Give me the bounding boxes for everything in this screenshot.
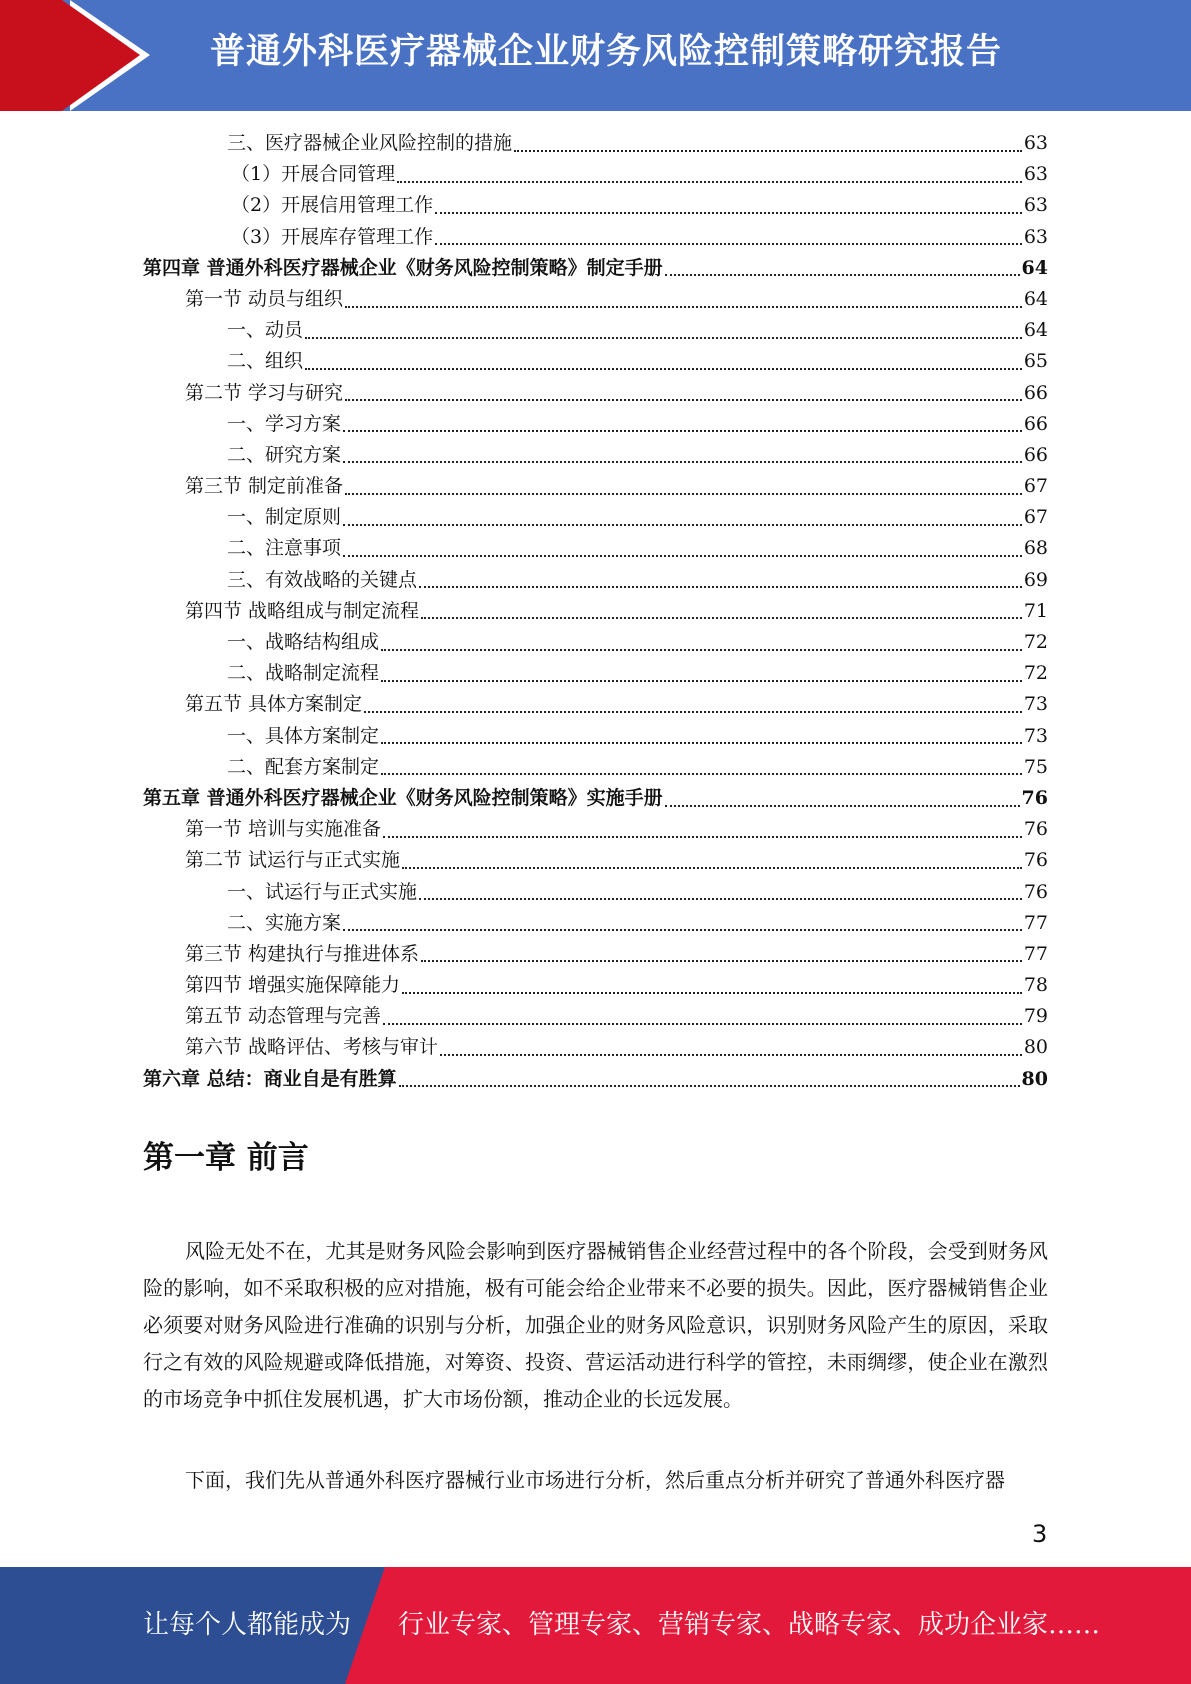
toc-leader-dots (399, 1085, 1020, 1087)
toc-entry-label: 第六章 总结：商业自是有胜算 (143, 1067, 397, 1090)
toc-entry[interactable] (143, 908, 1048, 939)
report-title: 普通外科医疗器械企业财务风险控制策略研究报告 (210, 32, 1003, 72)
toc-entry[interactable] (143, 1032, 1048, 1063)
toc-leader-dots (421, 960, 1022, 962)
toc-entry-page: 63 (1023, 225, 1048, 248)
toc-entry-label: 第二节 学习与研究 (185, 381, 344, 404)
toc-leader-dots (383, 1023, 1022, 1025)
toc-entry-page: 63 (1023, 163, 1048, 186)
toc-entry[interactable] (143, 752, 1048, 783)
toc-leader-dots (345, 493, 1022, 495)
toc-entry[interactable] (143, 721, 1048, 752)
toc-entry-page: 64 (1023, 287, 1048, 310)
toc-entry[interactable] (143, 689, 1048, 720)
toc-entry[interactable] (143, 190, 1048, 221)
toc-entry-page: 64 (1021, 256, 1048, 279)
toc-entry-page: 77 (1023, 942, 1048, 965)
table-of-contents (143, 128, 1048, 1095)
toc-entry-label: 一、试运行与正式实施 (227, 880, 418, 903)
toc-entry[interactable] (143, 471, 1048, 502)
toc-entry-page: 76 (1023, 880, 1048, 903)
toc-entry[interactable] (143, 159, 1048, 190)
toc-entry-page: 78 (1023, 974, 1048, 997)
toc-entry-page: 76 (1023, 849, 1048, 872)
toc-entry-page: 79 (1023, 1005, 1048, 1028)
toc-leader-dots (402, 867, 1022, 869)
toc-entry-label: 第五节 具体方案制定 (185, 693, 363, 716)
toc-leader-dots (343, 929, 1022, 931)
toc-entry[interactable] (143, 970, 1048, 1001)
toc-entry[interactable] (143, 596, 1048, 627)
toc-leader-dots (345, 399, 1022, 401)
toc-entry-page: 73 (1023, 693, 1048, 716)
toc-entry-page: 65 (1023, 350, 1048, 373)
toc-entry-label: 第四节 战略组成与制定流程 (185, 599, 420, 622)
toc-entry-label: 第四节 增强实施保障能力 (185, 974, 401, 997)
toc-leader-dots (343, 555, 1022, 557)
toc-entry-page: 80 (1021, 1067, 1048, 1090)
toc-entry[interactable] (143, 783, 1048, 814)
toc-entry[interactable] (143, 502, 1048, 533)
toc-entry-page: 69 (1023, 568, 1048, 591)
toc-entry[interactable] (143, 284, 1048, 315)
toc-leader-dots (419, 898, 1022, 900)
toc-leader-dots (665, 274, 1020, 276)
toc-leader-dots (514, 150, 1022, 152)
toc-entry[interactable] (143, 877, 1048, 908)
toc-entry[interactable] (143, 533, 1048, 564)
body-paragraph-1: 风险无处不在，尤其是财务风险会影响到医疗器械销售企业经营过程中的各个阶段，会受到财务风险的影响，如不采取积极的应对措施，极有可能会给企业带来不必要的损失。因此，医疗器械销售企业必须要对财务风险进行准确的识别与分析，加强企业的财务风险意识，识别财务风险产生的原因，采取行之有效的风险规避或降低措施，对筹资、投资、营运活动进行科学的管控，未雨绸缪，使企业在激烈的市场竞争中抓住发展机遇，扩大市场份额，推动企业的长远发展。 (143, 1239, 1048, 1411)
toc-entry-label: 第一节 动员与组织 (185, 287, 344, 310)
toc-entry-label: （3）开展库存管理工作 (231, 225, 434, 248)
toc-leader-dots (383, 836, 1022, 838)
toc-entry[interactable] (143, 845, 1048, 876)
toc-leader-dots (305, 368, 1022, 370)
toc-entry[interactable] (143, 1064, 1048, 1095)
toc-entry[interactable] (143, 128, 1048, 159)
toc-entry-label: 二、研究方案 (227, 443, 342, 466)
toc-entry-page: 64 (1023, 319, 1048, 342)
chapter-heading: 第一章 前言 (143, 1140, 309, 1176)
toc-entry[interactable] (143, 222, 1048, 253)
toc-entry[interactable] (143, 346, 1048, 377)
toc-entry-page: 68 (1023, 537, 1048, 560)
toc-entry[interactable] (143, 253, 1048, 284)
toc-entry-label: 一、动员 (227, 319, 304, 342)
toc-entry-label: 二、注意事项 (227, 537, 342, 560)
toc-entry-page: 77 (1023, 911, 1048, 934)
toc-entry-label: 第五节 动态管理与完善 (185, 1005, 382, 1028)
toc-entry[interactable] (143, 1001, 1048, 1032)
toc-entry-page: 76 (1023, 818, 1048, 841)
footer-slogan-right: 行业专家、管理专家、营销专家、战略专家、成功企业家…… (398, 1610, 1101, 1640)
toc-entry-label: 一、制定原则 (227, 506, 342, 529)
toc-entry-label: 二、配套方案制定 (227, 755, 380, 778)
toc-leader-dots (381, 773, 1022, 775)
toc-entry[interactable] (143, 627, 1048, 658)
toc-leader-dots (343, 430, 1022, 432)
toc-entry[interactable] (143, 814, 1048, 845)
toc-leader-dots (343, 524, 1022, 526)
page-number: 3 (1032, 1520, 1048, 1548)
toc-entry-page: 67 (1023, 506, 1048, 529)
toc-entry-label: 第四章 普通外科医疗器械企业《财务风险控制策略》制定手册 (143, 256, 663, 279)
footer-slogan-left: 让每个人都能成为 (143, 1610, 352, 1640)
toc-leader-dots (435, 243, 1022, 245)
toc-leader-dots (402, 992, 1022, 994)
toc-entry-label: 第三节 制定前准备 (185, 475, 344, 498)
toc-entry-label: （2）开展信用管理工作 (231, 194, 434, 217)
toc-leader-dots (381, 742, 1022, 744)
toc-entry[interactable] (143, 565, 1048, 596)
toc-leader-dots (381, 649, 1022, 651)
toc-entry-page: 73 (1023, 724, 1048, 747)
toc-leader-dots (665, 805, 1020, 807)
toc-entry-page: 71 (1023, 599, 1048, 622)
body-paragraph-2: 下面，我们先从普通外科医疗器械行业市场进行分析，然后重点分析并研究了普通外科医疗器 (185, 1468, 1005, 1492)
toc-entry-label: 第六节 战略评估、考核与审计 (185, 1036, 439, 1059)
toc-leader-dots (419, 586, 1022, 588)
toc-entry-page: 72 (1023, 662, 1048, 685)
toc-entry-label: 第三节 构建执行与推进体系 (185, 942, 420, 965)
header-red-block (0, 0, 62, 111)
toc-entry-label: 第一节 培训与实施准备 (185, 818, 382, 841)
toc-entry-label: 三、医疗器械企业风险控制的措施 (227, 132, 513, 154)
toc-entry-page: 75 (1023, 755, 1048, 778)
toc-entry-page: 66 (1023, 412, 1048, 435)
toc-leader-dots (364, 711, 1022, 713)
toc-leader-dots (397, 181, 1022, 183)
toc-entry-page: 67 (1023, 475, 1048, 498)
toc-entry[interactable] (143, 378, 1048, 409)
toc-entry-label: 第二节 试运行与正式实施 (185, 849, 401, 872)
toc-entry-label: 一、战略结构组成 (227, 631, 380, 653)
toc-entry[interactable] (143, 440, 1048, 471)
toc-entry-label: 一、学习方案 (227, 412, 342, 435)
toc-entry-page: 72 (1023, 631, 1048, 653)
toc-leader-dots (435, 212, 1022, 214)
toc-leader-dots (343, 461, 1022, 463)
header-chevron-red (62, 0, 140, 111)
toc-entry-label: 二、战略制定流程 (227, 662, 380, 685)
page-footer (0, 1567, 1191, 1684)
toc-entry-page: 76 (1021, 786, 1048, 809)
toc-leader-dots (421, 617, 1022, 619)
toc-entry-page: 66 (1023, 443, 1048, 466)
toc-entry-label: （1）开展合同管理 (231, 163, 396, 186)
toc-entry-label: 第五章 普通外科医疗器械企业《财务风险控制策略》实施手册 (143, 786, 663, 809)
page-header (0, 0, 1191, 111)
toc-entry[interactable] (143, 939, 1048, 970)
toc-entry-page: 63 (1023, 132, 1048, 154)
toc-entry[interactable] (143, 658, 1048, 689)
toc-entry-label: 三、有效战略的关键点 (227, 568, 418, 591)
toc-entry-label: 二、组织 (227, 350, 304, 373)
toc-entry-page: 66 (1023, 381, 1048, 404)
toc-entry-label: 一、具体方案制定 (227, 724, 380, 747)
toc-entry[interactable] (143, 315, 1048, 346)
toc-entry-label: 二、实施方案 (227, 911, 342, 934)
toc-leader-dots (440, 1054, 1022, 1056)
toc-leader-dots (345, 306, 1022, 308)
toc-entry-page: 63 (1023, 194, 1048, 217)
toc-leader-dots (305, 337, 1022, 339)
toc-entry-page: 80 (1023, 1036, 1048, 1059)
toc-entry[interactable] (143, 409, 1048, 440)
toc-leader-dots (381, 680, 1022, 682)
